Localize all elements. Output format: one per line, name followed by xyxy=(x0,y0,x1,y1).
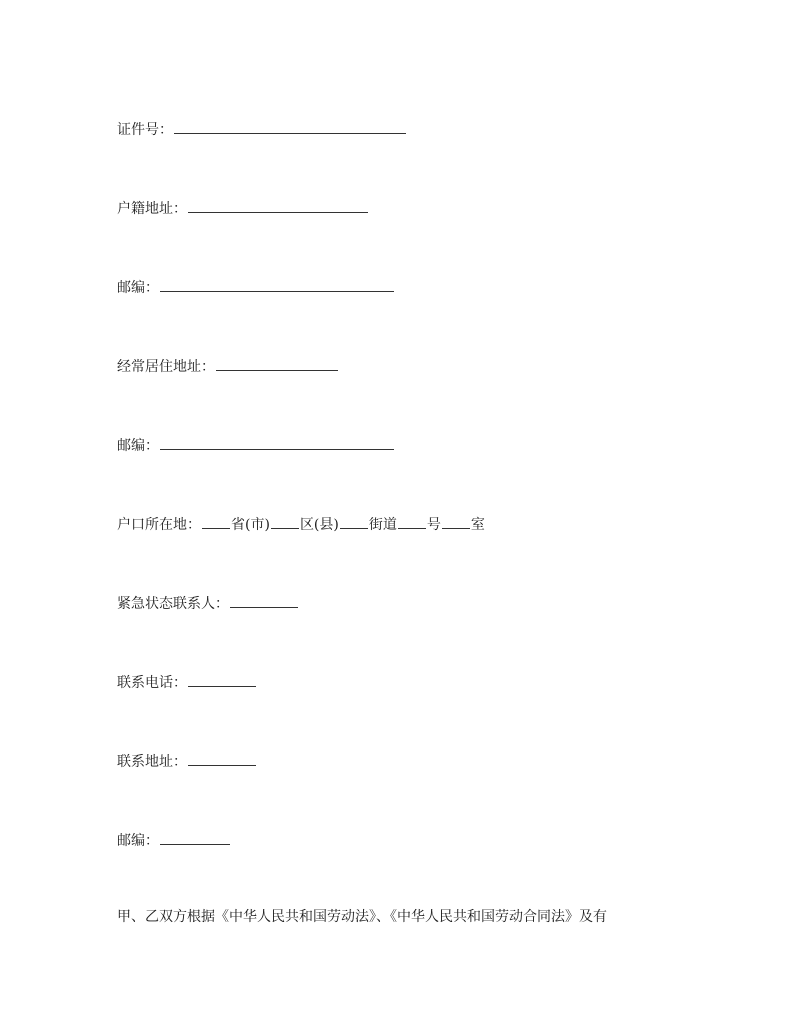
body-paragraph xyxy=(117,908,607,926)
contact-phone-blank[interactable] xyxy=(188,672,256,687)
postcode-label-1: 邮编： xyxy=(117,280,159,296)
postcode-row-2 xyxy=(117,435,395,455)
id-number-row xyxy=(117,119,407,139)
emergency-contact-label: 紧急状态联系人： xyxy=(117,596,229,612)
id-number-label: 证件号： xyxy=(117,122,173,138)
id-number-blank[interactable] xyxy=(174,119,406,134)
postcode-blank-1[interactable] xyxy=(160,277,394,292)
hukou-number-label: 号 xyxy=(426,517,441,533)
hukou-street-blank[interactable] xyxy=(340,514,368,529)
postcode-blank-3[interactable] xyxy=(160,830,230,845)
hukou-street-label: 街道 xyxy=(368,517,397,533)
contact-address-row xyxy=(117,751,257,771)
postcode-blank-2[interactable] xyxy=(160,435,394,450)
contact-phone-label: 联系电话： xyxy=(117,675,187,691)
contact-phone-row xyxy=(117,672,257,692)
body-paragraph-text: 甲、乙双方根据《中华人民共和国劳动法》、《中华人民共和国劳动合同法》及有 xyxy=(117,909,607,925)
postcode-label-3: 邮编： xyxy=(117,833,159,849)
residence-address-blank[interactable] xyxy=(216,356,338,371)
contact-address-blank[interactable] xyxy=(188,751,256,766)
hukou-province-blank[interactable] xyxy=(202,514,230,529)
residence-address-row xyxy=(117,356,339,376)
residence-address-label: 经常居住地址： xyxy=(117,359,215,375)
postcode-row-1 xyxy=(117,277,395,297)
hukou-room-blank[interactable] xyxy=(442,514,470,529)
hukou-district-blank[interactable] xyxy=(271,514,299,529)
hukou-province-label: 省(市) xyxy=(231,517,270,533)
postcode-label-2: 邮编： xyxy=(117,438,159,454)
postcode-row-3 xyxy=(117,830,231,850)
hukou-district-label: 区(县) xyxy=(299,517,339,533)
household-address-blank[interactable] xyxy=(188,198,368,213)
contact-address-label: 联系地址： xyxy=(117,754,187,770)
hukou-location-row xyxy=(117,514,485,534)
hukou-number-blank[interactable] xyxy=(398,514,426,529)
emergency-contact-row xyxy=(117,593,299,613)
hukou-room-label: 室 xyxy=(470,517,485,533)
household-address-row xyxy=(117,198,369,218)
household-address-label: 户籍地址： xyxy=(117,201,187,217)
hukou-location-label: 户口所在地： xyxy=(117,517,201,533)
emergency-contact-blank[interactable] xyxy=(230,593,298,608)
